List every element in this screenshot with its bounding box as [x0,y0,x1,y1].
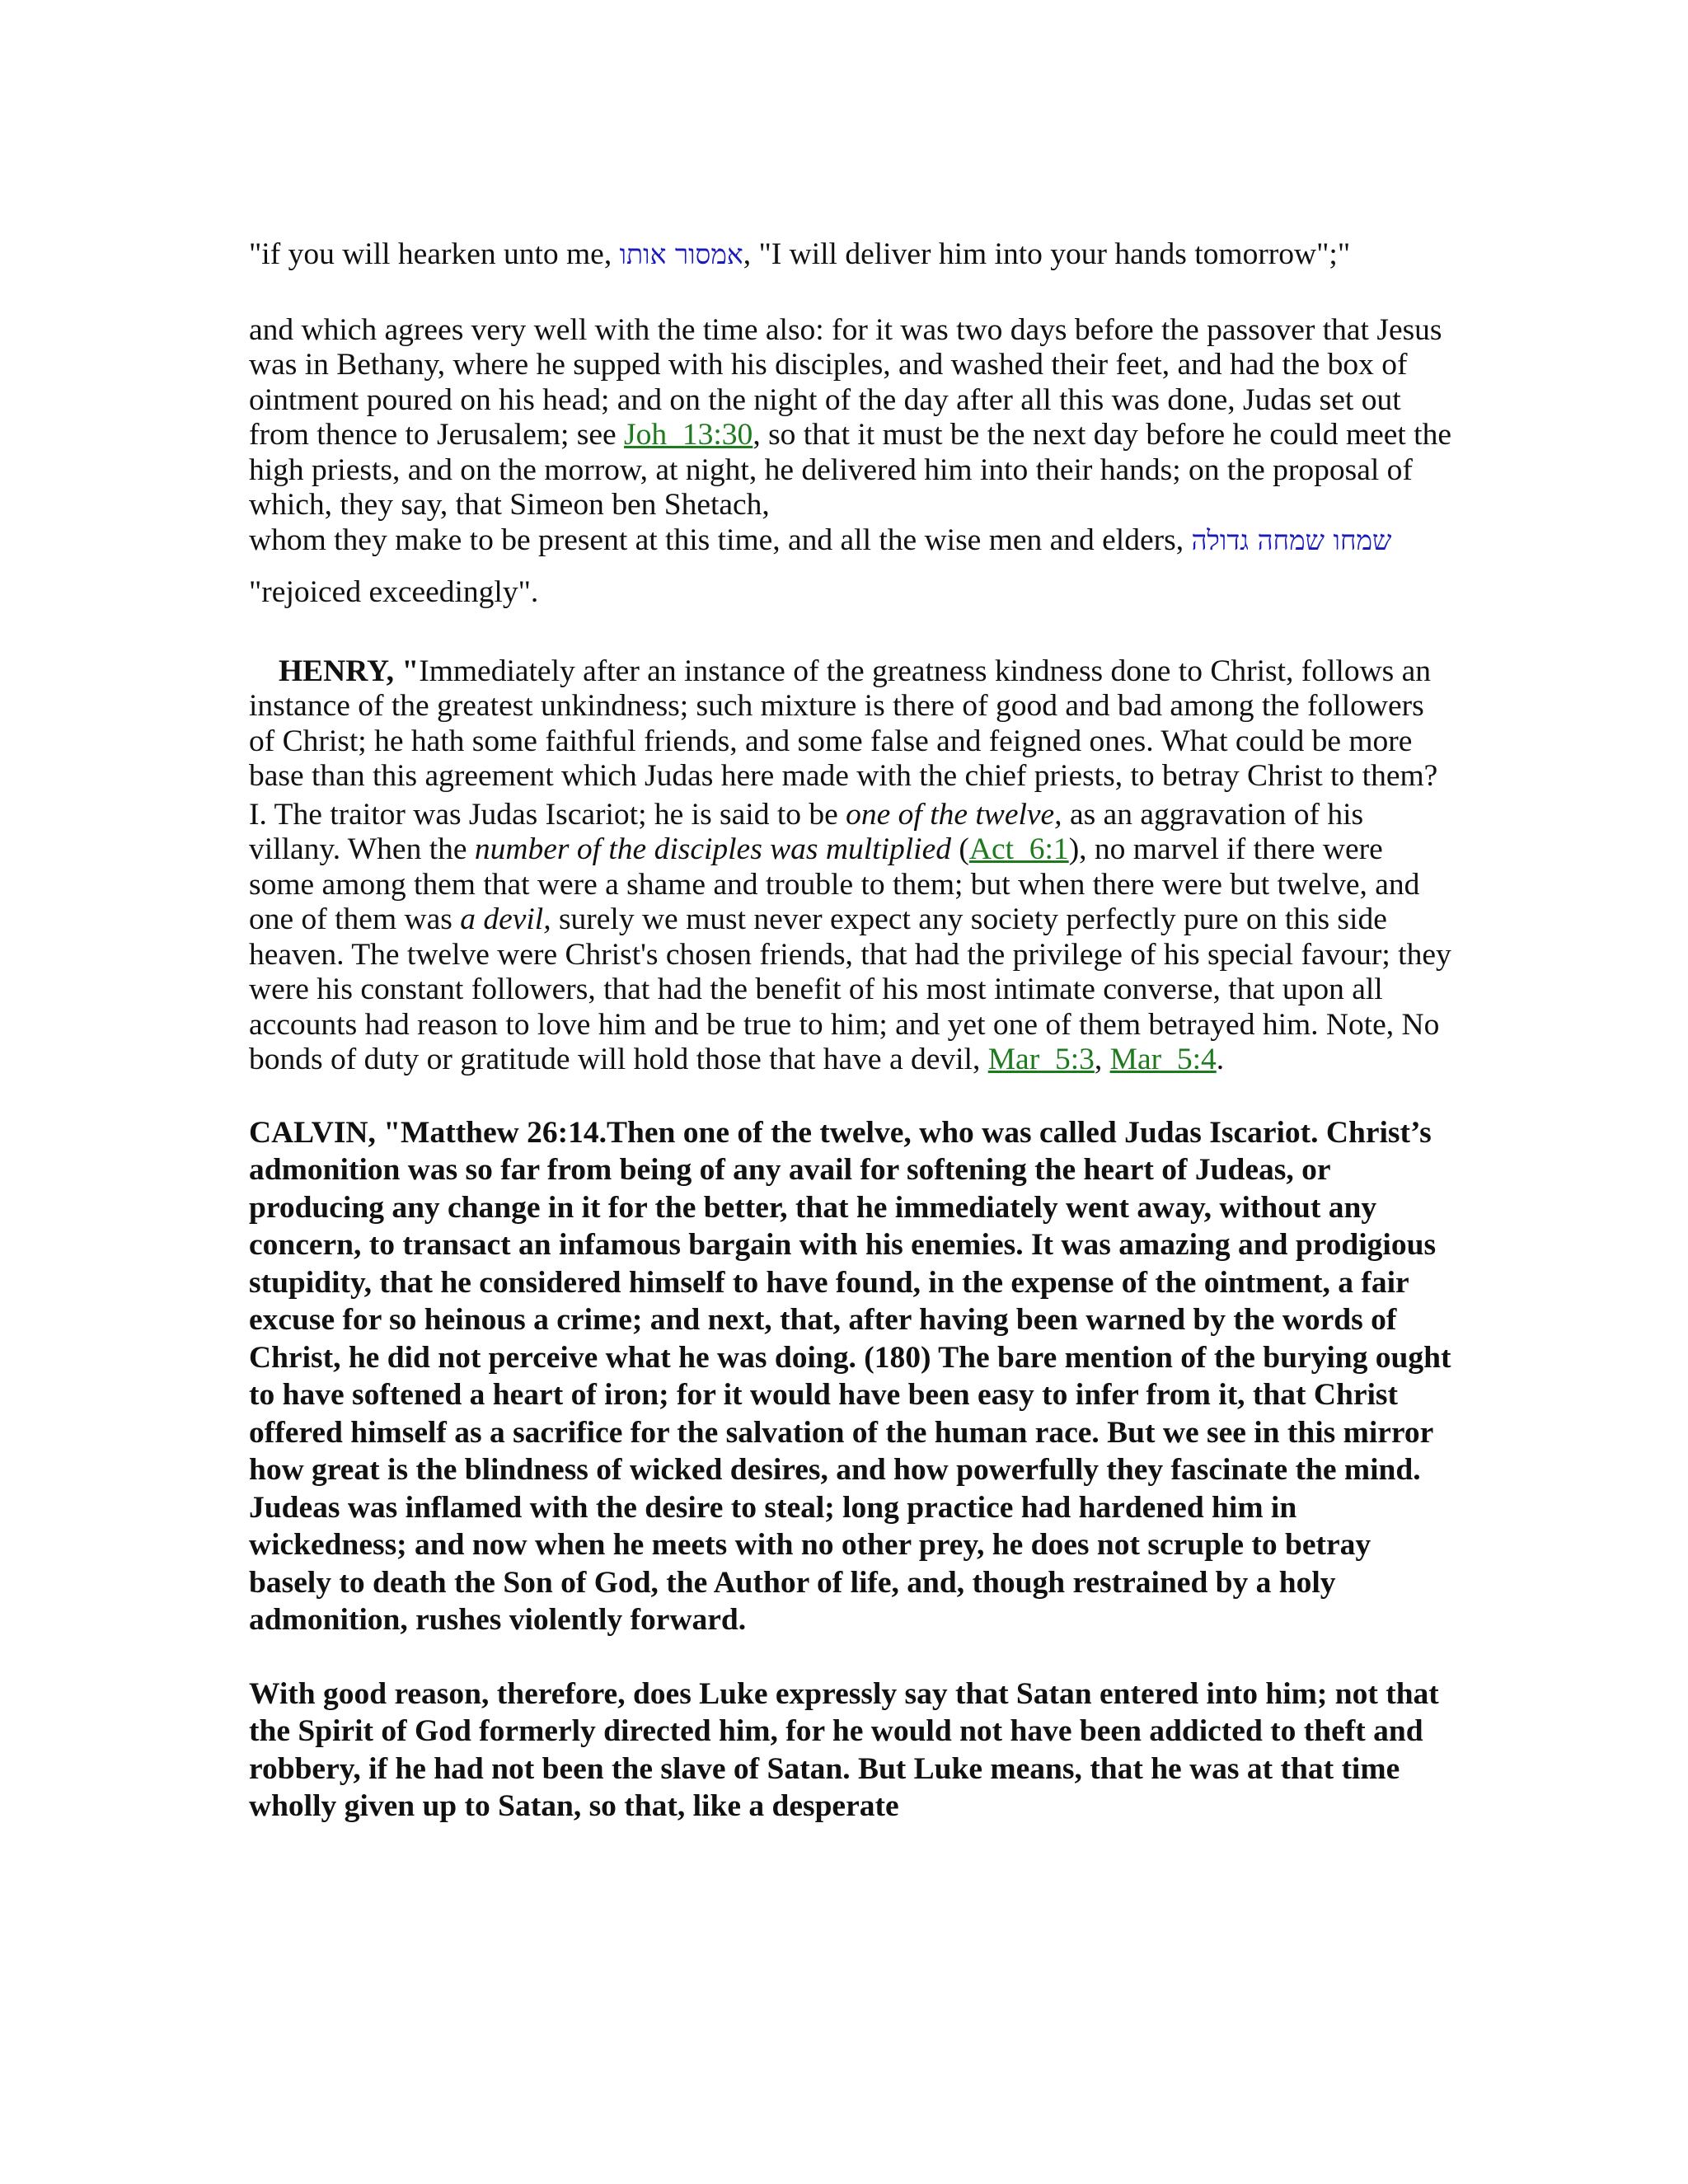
gill-text-a: and which agrees very well with the time also: for it was two days before the passover that Jesus was in Bethany, where he supped with his disciples, and washed their feet, and had the box of ointment poured on his head; and on the night of the day after all this was done, Judas set out from thence to Jerusalem; see [249,312,1442,452]
henry-text-2c: ( [950,832,969,866]
henry-separator: , [1094,1043,1110,1076]
henry-label: HENRY, " [279,654,420,688]
document-page [249,237,1452,1825]
calvin-paragraph-1: CALVIN, "Matthew 26:14.Then one of the twelve, who was called Judas Iscariot. Christ’s admonition was so far from being of any avail for softening the heart of Judeas, or producing any change in it for the better, that he immediately went away, without any concern, to transact an infamous bargain with his enemies. It was amazing and prodigious stupidity, that he considered himself to have found, in the expense of the ointment, a fair excuse for so heinous a crime; and next, that, after having been warned by the words of Christ, he did not perceive what he was doing. (180) The bare mention of the burying ought to have softened a heart of iron; for it would have been easy to infer from it, that Christ offered himself as a sacrifice for the salvation of the human race. But we see in this mirror how great is the blindness of wicked desires, and how powerfully they fascinate the mind. Judeas was inflamed with the desire to steal; long practice had hardened him in wickedness; and now when he meets with no other prey, he does not scruple to betray basely to death the Son of God, the Author of life, and, though restrained by a holy admonition, rushes violently forward. [249,1115,1451,1637]
gill-text-d: "rejoiced exceedingly". [249,574,539,609]
gill-quote-end: , "I will deliver him into your hands tomorrow";" [743,237,1351,271]
henry-em-1: one of the twelve, [846,797,1062,832]
gill-quote-line [249,237,1452,273]
gill-paragraph [249,313,1452,523]
henry-text-2a: I. The traitor was Judas Iscariot; he is said to be [249,797,846,832]
henry-text-2d: ), no marvel if there were some among them that were a shame and trouble to them; but when there were but twelve, and one of them was [249,832,1420,936]
henry-paragraph-1 [249,654,1452,794]
hebrew-rejoiced-text: שמחו שמחה גדולה [1191,523,1392,556]
henry-paragraph-2 [249,798,1452,1078]
henry-end: . [1216,1043,1225,1076]
henry-em-3: a devil, [460,902,551,936]
henry-em-2: number of the disciples was multiplied [474,832,951,866]
calvin-paragraph-2: With good reason, therefore, does Luke expressly say that Satan entered into him; not that the Spirit of God formerly directed him, for he would not have been addicted to theft and robbery, if he had not been the slave of Satan. But Luke means, that he was at that time wholly given up to Satan, so that, like a desperate [249,1676,1439,1823]
henry-text-2e: surely we must never expect any society perfectly pure on this side heaven. The twelve were Christ's chosen friends, that had the privilege of his special favour; they were his constant followers, that had the benefit of his most intimate converse, that upon all accounts had reason to love him and be true to him; and yet one of them betrayed him. Note, No bonds of duty or gratitude will hold those that have a devil, [249,902,1451,1076]
link-mar-5-3[interactable]: Mar_5:3 [987,1043,1095,1076]
link-act-6-1[interactable]: Act_6:1 [968,832,1069,866]
link-joh-13-30[interactable]: Joh_13:30 [624,418,753,452]
hebrew-deliver-text: אמסור אותו [619,238,743,270]
link-mar-5-4[interactable]: Mar_5:4 [1109,1043,1217,1076]
gill-text-b: , so that it must be the next day before he could meet the high priests, and on the morrow, at night, he delivered him into their hands; on the proposal of which, they say, that Simeon ben Shetach, [249,418,1451,522]
gill-text-c: whom they make to be present at this time, and all the wise men and elders, [249,523,1192,557]
henry-text-1: Immediately after an instance of the greatness kindness done to Christ, follows an instance of the greatest unkindness; such mixture is there of good and bad among the followers of Christ; he hath some faithful friends, and some false and feigned ones. What could be more base than this agreement which Judas here made with the chief priests, to betray Christ to them? [249,654,1438,793]
gill-quote-start: "if you will hearken unto me, [249,237,620,271]
henry-text-2b: as an aggravation of his villany. When the [249,797,1364,866]
gill-paragraph-end [249,514,1452,618]
